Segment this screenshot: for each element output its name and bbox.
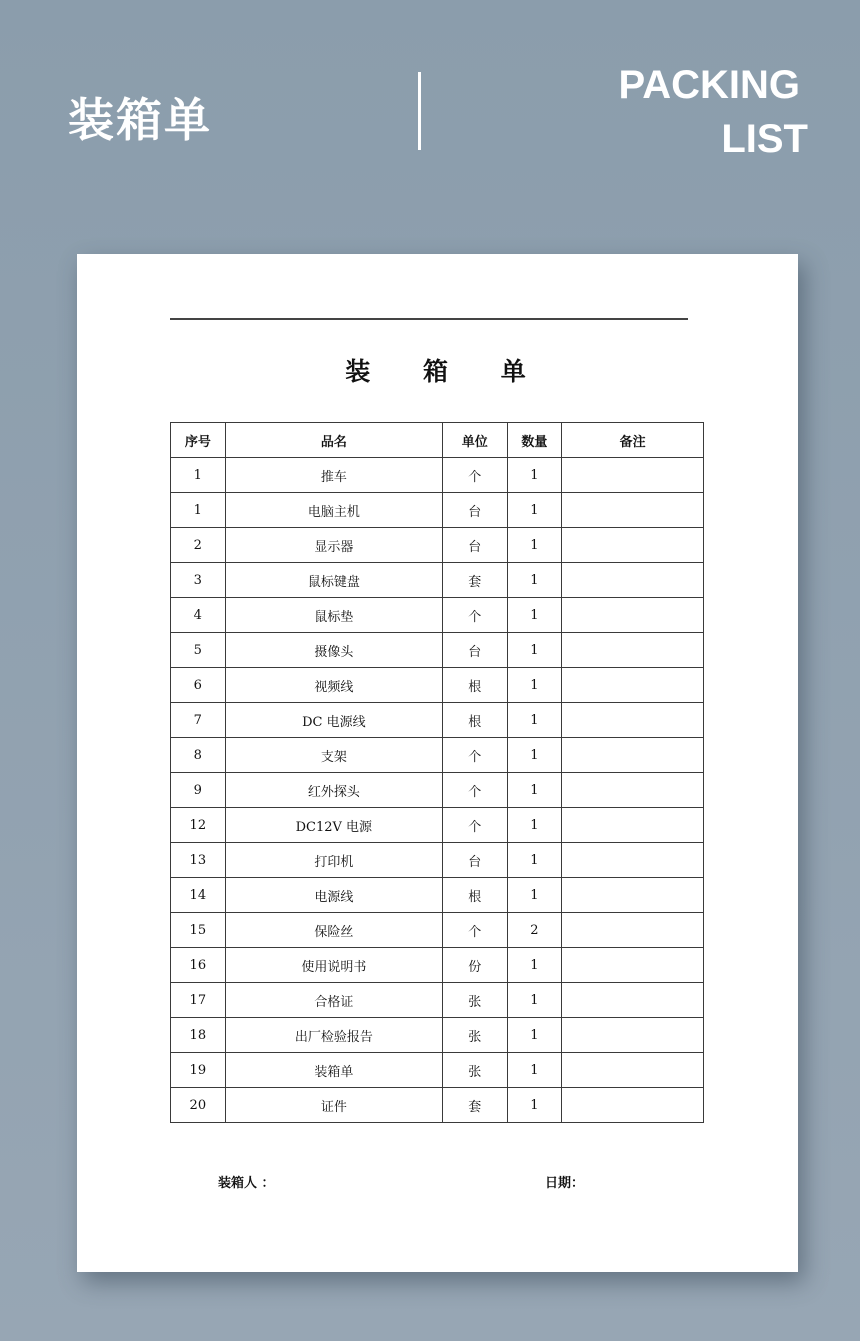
- cell-name: 电源线: [225, 878, 442, 913]
- table-row: [171, 458, 704, 493]
- cell-no: 3: [171, 563, 226, 598]
- cell-name: 使用说明书: [225, 948, 442, 983]
- cell-no: 5: [171, 633, 226, 668]
- table-row: [171, 738, 704, 773]
- cell-name: 装箱单: [225, 1053, 442, 1088]
- cell-note: [562, 948, 704, 983]
- table-row: [171, 808, 704, 843]
- cell-note: [562, 1088, 704, 1123]
- cell-name: 保险丝: [225, 913, 442, 948]
- cell-no: 4: [171, 598, 226, 633]
- cell-note: [562, 913, 704, 948]
- cell-name: 视频线: [225, 668, 442, 703]
- cell-unit: 台: [443, 493, 508, 528]
- table-row: [171, 528, 704, 563]
- cell-name: 电脑主机: [225, 493, 442, 528]
- header-note: 备注: [562, 423, 704, 458]
- cell-note: [562, 808, 704, 843]
- table-row: [171, 843, 704, 878]
- cell-unit: 个: [443, 738, 508, 773]
- cell-no: 9: [171, 773, 226, 808]
- banner-title-en-line2: LIST: [721, 117, 808, 161]
- cell-name: 显示器: [225, 528, 442, 563]
- cell-name: 证件: [225, 1088, 442, 1123]
- cell-qty: 1: [507, 843, 562, 878]
- packing-table: [170, 422, 704, 1123]
- banner-divider: [418, 72, 421, 150]
- cell-unit: 根: [443, 703, 508, 738]
- cell-qty: 1: [507, 458, 562, 493]
- cell-name: 支架: [225, 738, 442, 773]
- cell-unit: 份: [443, 948, 508, 983]
- cell-note: [562, 773, 704, 808]
- cell-name: 合格证: [225, 983, 442, 1018]
- cell-no: 13: [171, 843, 226, 878]
- cell-no: 16: [171, 948, 226, 983]
- cell-no: 18: [171, 1018, 226, 1053]
- table-row: [171, 913, 704, 948]
- cell-name: DC12V 电源: [225, 808, 442, 843]
- banner-title-en-line1: PACKING: [618, 63, 800, 107]
- header-unit: 单位: [443, 423, 508, 458]
- cell-no: 6: [171, 668, 226, 703]
- cell-note: [562, 878, 704, 913]
- cell-qty: 1: [507, 983, 562, 1018]
- cell-note: [562, 703, 704, 738]
- cell-no: 17: [171, 983, 226, 1018]
- table-row: [171, 1018, 704, 1053]
- cell-no: 14: [171, 878, 226, 913]
- document-page: [77, 254, 798, 1272]
- table-row: [171, 563, 704, 598]
- cell-note: [562, 563, 704, 598]
- cell-name: 打印机: [225, 843, 442, 878]
- cell-note: [562, 598, 704, 633]
- cell-no: 8: [171, 738, 226, 773]
- cell-unit: 根: [443, 668, 508, 703]
- table-header-row: [171, 423, 704, 458]
- cell-note: [562, 738, 704, 773]
- cell-note: [562, 633, 704, 668]
- cell-qty: 1: [507, 668, 562, 703]
- cell-unit: 台: [443, 633, 508, 668]
- banner-title-en: [619, 58, 808, 166]
- cell-qty: 1: [507, 1018, 562, 1053]
- cell-qty: 1: [507, 738, 562, 773]
- table-row: [171, 1053, 704, 1088]
- cell-unit: 套: [443, 1088, 508, 1123]
- cell-no: 20: [171, 1088, 226, 1123]
- cell-unit: 个: [443, 808, 508, 843]
- cell-unit: 个: [443, 913, 508, 948]
- cell-name: DC 电源线: [225, 703, 442, 738]
- cell-no: 1: [171, 493, 226, 528]
- cell-note: [562, 983, 704, 1018]
- cell-qty: 1: [507, 633, 562, 668]
- cell-no: 19: [171, 1053, 226, 1088]
- cell-no: 1: [171, 458, 226, 493]
- banner-title-cn: 装箱单: [68, 93, 212, 147]
- cell-no: 15: [171, 913, 226, 948]
- table-row: [171, 983, 704, 1018]
- cell-no: 7: [171, 703, 226, 738]
- cell-qty: 1: [507, 878, 562, 913]
- table-row: [171, 1088, 704, 1123]
- document-title: 装 箱 单: [345, 357, 548, 386]
- top-rule: [170, 318, 688, 320]
- table-row: [171, 633, 704, 668]
- cell-name: 红外探头: [225, 773, 442, 808]
- cell-qty: 1: [507, 808, 562, 843]
- header-qty: 数量: [507, 423, 562, 458]
- cell-name: 摄像头: [225, 633, 442, 668]
- table-row: [171, 493, 704, 528]
- cell-note: [562, 1053, 704, 1088]
- cell-qty: 1: [507, 1053, 562, 1088]
- cell-qty: 1: [507, 598, 562, 633]
- table-row: [171, 948, 704, 983]
- cell-note: [562, 668, 704, 703]
- cell-note: [562, 528, 704, 563]
- cell-name: 推车: [225, 458, 442, 493]
- cell-unit: 根: [443, 878, 508, 913]
- packer-label: 装箱人 ：: [218, 1176, 275, 1191]
- cell-unit: 张: [443, 1053, 508, 1088]
- cell-no: 2: [171, 528, 226, 563]
- cell-no: 12: [171, 808, 226, 843]
- date-label: 日期：: [545, 1176, 585, 1191]
- cell-unit: 张: [443, 1018, 508, 1053]
- cell-unit: 张: [443, 983, 508, 1018]
- cell-unit: 个: [443, 773, 508, 808]
- header-no: 序号: [171, 423, 226, 458]
- cell-unit: 台: [443, 528, 508, 563]
- cell-unit: 个: [443, 598, 508, 633]
- cell-qty: 1: [507, 1088, 562, 1123]
- table-row: [171, 703, 704, 738]
- cell-qty: 2: [507, 913, 562, 948]
- table-row: [171, 668, 704, 703]
- cell-note: [562, 493, 704, 528]
- cell-name: 鼠标键盘: [225, 563, 442, 598]
- cell-qty: 1: [507, 563, 562, 598]
- header-name: 品名: [225, 423, 442, 458]
- table-row: [171, 773, 704, 808]
- table-body: [171, 458, 704, 1123]
- cell-qty: 1: [507, 703, 562, 738]
- cell-qty: 1: [507, 948, 562, 983]
- cell-unit: 套: [443, 563, 508, 598]
- cell-note: [562, 458, 704, 493]
- table-row: [171, 598, 704, 633]
- cell-note: [562, 843, 704, 878]
- cell-note: [562, 1018, 704, 1053]
- cell-qty: 1: [507, 528, 562, 563]
- cell-qty: 1: [507, 773, 562, 808]
- cell-unit: 个: [443, 458, 508, 493]
- cell-qty: 1: [507, 493, 562, 528]
- table-row: [171, 878, 704, 913]
- cell-name: 出厂检验报告: [225, 1018, 442, 1053]
- cell-name: 鼠标垫: [225, 598, 442, 633]
- cell-unit: 台: [443, 843, 508, 878]
